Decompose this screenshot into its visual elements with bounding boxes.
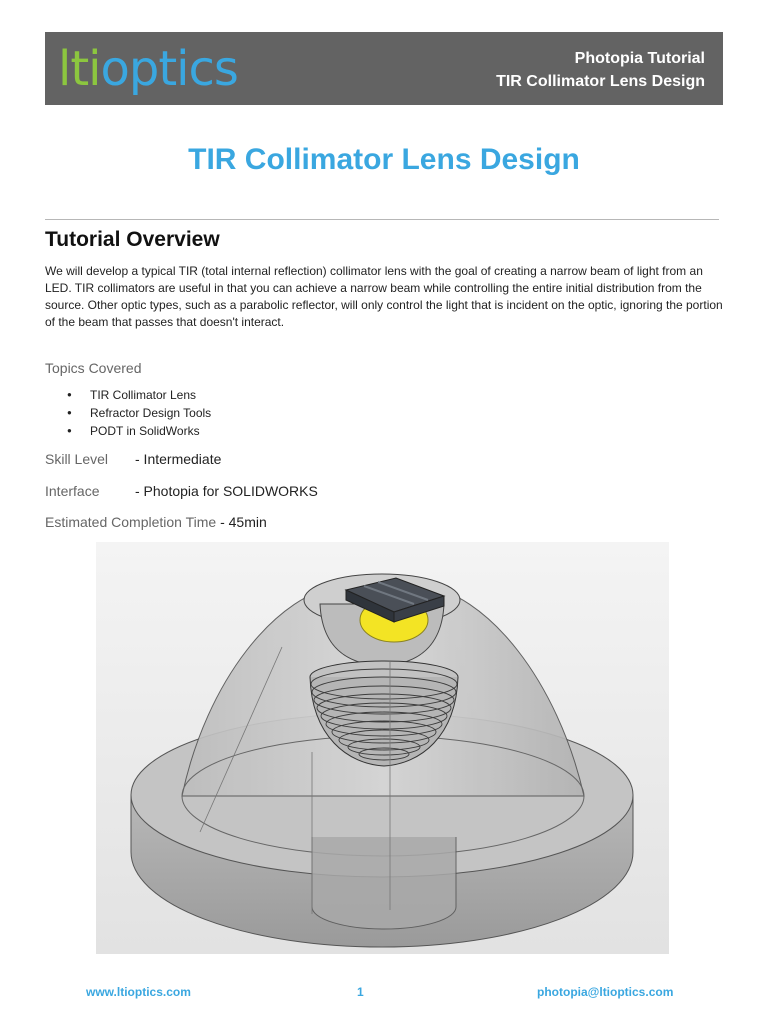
topics-list	[45, 386, 211, 440]
header-banner	[45, 32, 723, 105]
header-caption	[496, 47, 705, 93]
topics-label: Topics Covered	[45, 360, 142, 376]
overview-paragraph: We will develop a typical TIR (total internal reflection) collimator lens with the goal of creating a narrow beam of light from an LED. TIR collimators are useful in that you can achieve a narrow beam while controlling the entire initial distribution from the source. Other optic types, such as a parabolic reflector, will only control the light that is incident on the optic, ignoring the portion of the beam that passes that doesn't interact.	[45, 264, 723, 329]
interface-row	[45, 483, 318, 499]
section-heading-overview: Tutorial Overview	[45, 228, 220, 251]
list-item: ● Refractor Design Tools	[45, 404, 211, 422]
skill-level-value: - Intermediate	[135, 451, 222, 467]
skill-level-label: Skill Level	[45, 451, 109, 467]
list-item: ● TIR Collimator Lens	[45, 386, 211, 404]
page-title: TIR Collimator Lens Design	[188, 143, 580, 176]
completion-time-row	[45, 514, 267, 530]
lens-model-figure	[96, 542, 669, 954]
company-logo	[58, 38, 238, 100]
header-line-2: TIR Collimator Lens Design	[496, 73, 705, 90]
divider	[45, 219, 719, 220]
footer-website[interactable]: www.ltioptics.com	[86, 985, 191, 999]
logo-optics: optics	[100, 41, 238, 97]
completion-time-value: - 45min	[216, 514, 267, 530]
footer-email[interactable]: photopia@ltioptics.com	[537, 985, 674, 999]
header-line-1: Photopia Tutorial	[574, 50, 705, 67]
completion-time-label: Estimated Completion Time	[45, 514, 217, 530]
footer-page-number: 1	[357, 985, 364, 999]
interface-value: - Photopia for SOLIDWORKS	[135, 483, 318, 499]
list-item: ● PODT in SolidWorks	[45, 422, 211, 440]
skill-level-row	[45, 451, 221, 467]
logo-lti: lti	[58, 41, 101, 97]
interface-label: Interface	[45, 483, 100, 499]
tir-lens-illustration	[96, 542, 669, 954]
